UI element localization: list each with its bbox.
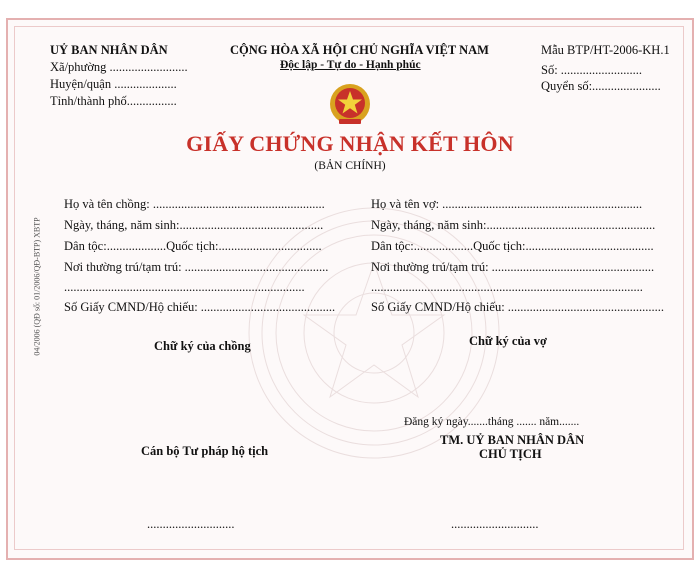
registration-date[interactable]: Đăng ký ngày.......tháng ....... năm.......: [404, 416, 580, 428]
husband-name-field[interactable]: Họ và tên chồng: .......................................................: [64, 197, 325, 211]
husband-dob-field[interactable]: Ngày, tháng, năm sinh:..............................................: [64, 218, 324, 232]
document-subtitle: (BẢN CHÍNH): [314, 160, 386, 172]
document-title: GIẤY CHỨNG NHẬN KẾT HÔN: [186, 131, 514, 156]
wife-residence-field[interactable]: Nơi thường trú/tạm trú: ....................................................: [371, 260, 655, 274]
wife-dob-field[interactable]: Ngày, tháng, năm sinh:......................................................: [371, 218, 656, 232]
husband-signature-label: Chữ ký của chồng: [154, 339, 251, 353]
ward-line: Xã/phường .........................: [50, 60, 188, 74]
province-line: Tỉnh/thành phố................: [50, 94, 177, 108]
wife-ethnicity-field[interactable]: Dân tộc:...................Quốc tịch:.........................................: [371, 239, 654, 253]
wife-id-field[interactable]: Số Giấy CMND/Hộ chiếu: ..................................................: [371, 300, 665, 314]
side-print-code: 04/2006 (QĐ số: 01/2006/QĐ-BTP) XBTP: [32, 217, 42, 356]
number-line: Số: ..........................: [541, 63, 643, 77]
book-line: Quyển số:......................: [541, 79, 661, 93]
wife-residence-cont[interactable]: .......................................................................................: [371, 280, 643, 294]
wife-signature-label: Chữ ký của vợ: [469, 334, 547, 348]
form-code: Mẫu BTP/HT-2006-KH.1: [541, 43, 670, 57]
motto: Độc lập - Tự do - Hạnh phúc: [280, 59, 421, 71]
chairman-signature-line[interactable]: ............................: [451, 517, 539, 531]
officer-heading: Cán bộ Tư pháp hộ tịch: [141, 444, 269, 458]
husband-residence-field[interactable]: Nơi thường trú/tạm trú: ..............................................: [64, 260, 329, 274]
wife-name-field[interactable]: Họ và tên vợ: ................................................................: [371, 197, 643, 211]
district-line: Huyện/quận ....................: [50, 77, 177, 91]
national-emblem-icon: [327, 82, 373, 128]
authority-heading: TM. UỶ BAN NHÂN DÂN: [440, 433, 585, 447]
chairman-heading: CHỦ TỊCH: [479, 447, 542, 461]
nation-heading: CỘNG HÒA XÃ HỘI CHỦ NGHĨA VIỆT NAM: [230, 43, 489, 57]
husband-id-field[interactable]: Số Giấy CMND/Hộ chiếu: ...........................................: [64, 300, 336, 314]
husband-residence-cont[interactable]: .............................................................................: [64, 280, 305, 294]
husband-ethnicity-field[interactable]: Dân tộc:...................Quốc tịch:.................................: [64, 239, 322, 253]
officer-signature-line[interactable]: ............................: [147, 517, 235, 531]
council-heading: UỶ BAN NHÂN DÂN: [50, 43, 168, 57]
